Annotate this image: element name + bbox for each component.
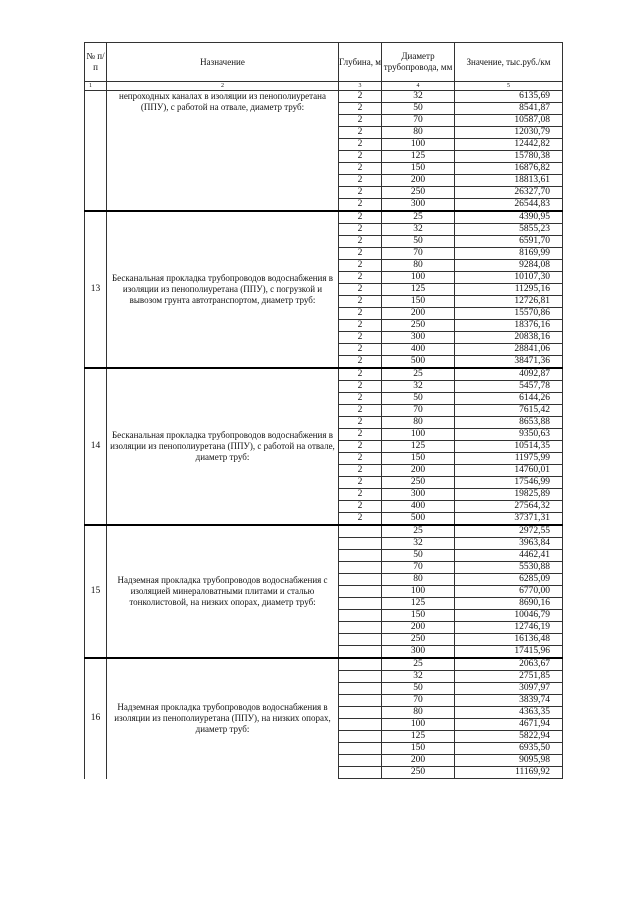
- depth-cell: 2: [339, 91, 382, 103]
- depth-cell: 2: [339, 429, 382, 441]
- value-cell: 12442,82: [455, 139, 563, 151]
- table-row: [85, 91, 563, 103]
- diameter-cell: 400: [382, 501, 455, 513]
- item-number: 15: [85, 525, 107, 658]
- header-name: Назначение: [107, 43, 339, 82]
- value-cell: 6770,00: [455, 586, 563, 598]
- depth-cell: [339, 743, 382, 755]
- depth-cell: 2: [339, 356, 382, 369]
- value-cell: 6285,09: [455, 574, 563, 586]
- diameter-cell: 80: [382, 574, 455, 586]
- value-cell: 18376,16: [455, 320, 563, 332]
- value-cell: 4363,35: [455, 707, 563, 719]
- diameter-cell: 80: [382, 417, 455, 429]
- header-value: Значение, тыс.руб./км: [455, 43, 563, 82]
- header-depth: Глубина, м: [339, 43, 382, 82]
- value-cell: 2751,85: [455, 671, 563, 683]
- diameter-cell: 300: [382, 199, 455, 212]
- depth-cell: 2: [339, 163, 382, 175]
- value-cell: 15570,86: [455, 308, 563, 320]
- item-description: непроходных каналах в изоляции из пенополиуретана (ППУ), с работой на отвале, диаметр труб:: [107, 91, 339, 212]
- value-cell: 2972,55: [455, 525, 563, 538]
- value-cell: 12030,79: [455, 127, 563, 139]
- diameter-cell: 200: [382, 465, 455, 477]
- value-cell: 16876,82: [455, 163, 563, 175]
- table-row: [85, 525, 563, 538]
- depth-cell: 2: [339, 224, 382, 236]
- depth-cell: 2: [339, 489, 382, 501]
- depth-cell: 2: [339, 272, 382, 284]
- diameter-cell: 32: [382, 671, 455, 683]
- depth-cell: 2: [339, 175, 382, 187]
- diameter-cell: 70: [382, 562, 455, 574]
- value-cell: 6935,50: [455, 743, 563, 755]
- value-cell: 4462,41: [455, 550, 563, 562]
- depth-cell: 2: [339, 344, 382, 356]
- diameter-cell: 25: [382, 658, 455, 671]
- diameter-cell: 125: [382, 731, 455, 743]
- depth-cell: 2: [339, 103, 382, 115]
- value-cell: 12746,19: [455, 622, 563, 634]
- diameter-cell: 80: [382, 260, 455, 272]
- depth-cell: [339, 562, 382, 574]
- value-cell: 26327,70: [455, 187, 563, 199]
- diameter-cell: 50: [382, 550, 455, 562]
- column-number: 1: [85, 82, 107, 91]
- depth-cell: 2: [339, 513, 382, 526]
- value-cell: 8169,99: [455, 248, 563, 260]
- depth-cell: [339, 525, 382, 538]
- depth-cell: 2: [339, 332, 382, 344]
- value-cell: 17546,99: [455, 477, 563, 489]
- table-row: [85, 211, 563, 224]
- depth-cell: 2: [339, 405, 382, 417]
- depth-cell: 2: [339, 127, 382, 139]
- diameter-cell: 125: [382, 284, 455, 296]
- value-cell: 20838,16: [455, 332, 563, 344]
- diameter-cell: 125: [382, 151, 455, 163]
- diameter-cell: 32: [382, 91, 455, 103]
- depth-cell: 2: [339, 441, 382, 453]
- value-cell: 12726,81: [455, 296, 563, 308]
- diameter-cell: 25: [382, 525, 455, 538]
- value-cell: 14760,01: [455, 465, 563, 477]
- diameter-cell: 150: [382, 296, 455, 308]
- diameter-cell: 150: [382, 163, 455, 175]
- value-cell: 4092,87: [455, 368, 563, 381]
- value-cell: 3839,74: [455, 695, 563, 707]
- diameter-cell: 50: [382, 236, 455, 248]
- diameter-cell: 32: [382, 538, 455, 550]
- value-cell: 8653,88: [455, 417, 563, 429]
- diameter-cell: 500: [382, 513, 455, 526]
- depth-cell: 2: [339, 115, 382, 127]
- depth-cell: [339, 586, 382, 598]
- depth-cell: 2: [339, 260, 382, 272]
- value-cell: 10046,79: [455, 610, 563, 622]
- value-cell: 9095,98: [455, 755, 563, 767]
- price-table: [84, 42, 563, 779]
- table-row: [85, 368, 563, 381]
- depth-cell: [339, 574, 382, 586]
- depth-cell: 2: [339, 320, 382, 332]
- value-cell: 6144,26: [455, 393, 563, 405]
- column-number: 5: [455, 82, 563, 91]
- diameter-cell: 100: [382, 272, 455, 284]
- value-cell: 3097,97: [455, 683, 563, 695]
- diameter-cell: 50: [382, 683, 455, 695]
- diameter-cell: 80: [382, 707, 455, 719]
- diameter-cell: 25: [382, 368, 455, 381]
- value-cell: 8541,87: [455, 103, 563, 115]
- diameter-cell: 150: [382, 743, 455, 755]
- depth-cell: [339, 658, 382, 671]
- depth-cell: 2: [339, 139, 382, 151]
- item-description: Бесканальная прокладка трубопроводов водоснабжения в изоляции из пенополиуретана (ППУ), с погрузкой и вывозом грунта автотранспортом, диаметр труб:: [107, 211, 339, 368]
- diameter-cell: 200: [382, 308, 455, 320]
- depth-cell: [339, 707, 382, 719]
- diameter-cell: 32: [382, 381, 455, 393]
- depth-cell: 2: [339, 199, 382, 212]
- depth-cell: [339, 598, 382, 610]
- value-cell: 37371,31: [455, 513, 563, 526]
- diameter-cell: 100: [382, 139, 455, 151]
- item-description: Надземная прокладка трубопроводов водоснабжения в изоляции из пенополиуретана (ППУ), на низких опорах, диаметр труб:: [107, 658, 339, 779]
- item-number: 16: [85, 658, 107, 779]
- diameter-cell: 80: [382, 127, 455, 139]
- diameter-cell: 400: [382, 344, 455, 356]
- diameter-cell: 200: [382, 622, 455, 634]
- value-cell: 8690,16: [455, 598, 563, 610]
- diameter-cell: 50: [382, 103, 455, 115]
- diameter-cell: 250: [382, 477, 455, 489]
- item-number: [85, 91, 107, 212]
- value-cell: 17415,96: [455, 646, 563, 659]
- column-number-row: [85, 82, 563, 91]
- value-cell: 6135,69: [455, 91, 563, 103]
- column-number: 3: [339, 82, 382, 91]
- value-cell: 4390,95: [455, 211, 563, 224]
- diameter-cell: 300: [382, 489, 455, 501]
- diameter-cell: 100: [382, 429, 455, 441]
- depth-cell: 2: [339, 381, 382, 393]
- diameter-cell: 125: [382, 441, 455, 453]
- table-row: [85, 658, 563, 671]
- depth-cell: [339, 538, 382, 550]
- depth-cell: 2: [339, 368, 382, 381]
- diameter-cell: 200: [382, 175, 455, 187]
- diameter-cell: 25: [382, 211, 455, 224]
- depth-cell: [339, 767, 382, 779]
- depth-cell: [339, 550, 382, 562]
- value-cell: 15780,38: [455, 151, 563, 163]
- column-number: 4: [382, 82, 455, 91]
- depth-cell: [339, 683, 382, 695]
- depth-cell: 2: [339, 308, 382, 320]
- depth-cell: 2: [339, 151, 382, 163]
- value-cell: 16136,48: [455, 634, 563, 646]
- depth-cell: [339, 610, 382, 622]
- depth-cell: 2: [339, 187, 382, 199]
- diameter-cell: 125: [382, 598, 455, 610]
- depth-cell: 2: [339, 284, 382, 296]
- value-cell: 27564,32: [455, 501, 563, 513]
- value-cell: 11975,99: [455, 453, 563, 465]
- diameter-cell: 70: [382, 248, 455, 260]
- value-cell: 6591,70: [455, 236, 563, 248]
- value-cell: 38471,36: [455, 356, 563, 369]
- depth-cell: [339, 755, 382, 767]
- item-description: Надземная прокладка трубопроводов водоснабжения с изоляцией минераловатными плитами и сталью тонколистовой, на низких опорах, диаметр труб:: [107, 525, 339, 658]
- depth-cell: 2: [339, 477, 382, 489]
- value-cell: 5457,78: [455, 381, 563, 393]
- value-cell: 7615,42: [455, 405, 563, 417]
- diameter-cell: 250: [382, 320, 455, 332]
- value-cell: 11295,16: [455, 284, 563, 296]
- diameter-cell: 70: [382, 695, 455, 707]
- value-cell: 26544,83: [455, 199, 563, 212]
- diameter-cell: 50: [382, 393, 455, 405]
- diameter-cell: 250: [382, 767, 455, 779]
- depth-cell: [339, 634, 382, 646]
- column-number: 2: [107, 82, 339, 91]
- depth-cell: 2: [339, 453, 382, 465]
- item-description: Бесканальная прокладка трубопроводов водоснабжения в изоляции из пенополиуретана (ППУ), с работой на отвале, диаметр труб:: [107, 368, 339, 525]
- diameter-cell: 32: [382, 224, 455, 236]
- value-cell: 10587,08: [455, 115, 563, 127]
- depth-cell: [339, 719, 382, 731]
- diameter-cell: 70: [382, 405, 455, 417]
- diameter-cell: 200: [382, 755, 455, 767]
- diameter-cell: 300: [382, 646, 455, 659]
- header-num: № п/п: [85, 43, 107, 82]
- diameter-cell: 150: [382, 610, 455, 622]
- depth-cell: 2: [339, 236, 382, 248]
- table-body: [85, 91, 563, 779]
- value-cell: 9284,08: [455, 260, 563, 272]
- depth-cell: [339, 671, 382, 683]
- value-cell: 10107,30: [455, 272, 563, 284]
- value-cell: 5855,23: [455, 224, 563, 236]
- depth-cell: [339, 731, 382, 743]
- diameter-cell: 500: [382, 356, 455, 369]
- value-cell: 3963,84: [455, 538, 563, 550]
- value-cell: 19825,89: [455, 489, 563, 501]
- diameter-cell: 250: [382, 187, 455, 199]
- depth-cell: 2: [339, 296, 382, 308]
- value-cell: 9350,63: [455, 429, 563, 441]
- depth-cell: 2: [339, 393, 382, 405]
- header-diameter: Диаметр трубопровода, мм: [382, 43, 455, 82]
- value-cell: 5822,94: [455, 731, 563, 743]
- depth-cell: 2: [339, 211, 382, 224]
- depth-cell: [339, 622, 382, 634]
- depth-cell: 2: [339, 465, 382, 477]
- depth-cell: 2: [339, 501, 382, 513]
- value-cell: 28841,06: [455, 344, 563, 356]
- header-row: [85, 43, 563, 82]
- diameter-cell: 70: [382, 115, 455, 127]
- depth-cell: [339, 695, 382, 707]
- value-cell: 11169,92: [455, 767, 563, 779]
- value-cell: 5530,88: [455, 562, 563, 574]
- item-number: 14: [85, 368, 107, 525]
- depth-cell: 2: [339, 248, 382, 260]
- diameter-cell: 100: [382, 719, 455, 731]
- diameter-cell: 150: [382, 453, 455, 465]
- diameter-cell: 100: [382, 586, 455, 598]
- depth-cell: 2: [339, 417, 382, 429]
- value-cell: 18813,61: [455, 175, 563, 187]
- item-number: 13: [85, 211, 107, 368]
- depth-cell: [339, 646, 382, 659]
- value-cell: 10514,35: [455, 441, 563, 453]
- value-cell: 4671,94: [455, 719, 563, 731]
- value-cell: 2063,67: [455, 658, 563, 671]
- diameter-cell: 300: [382, 332, 455, 344]
- diameter-cell: 250: [382, 634, 455, 646]
